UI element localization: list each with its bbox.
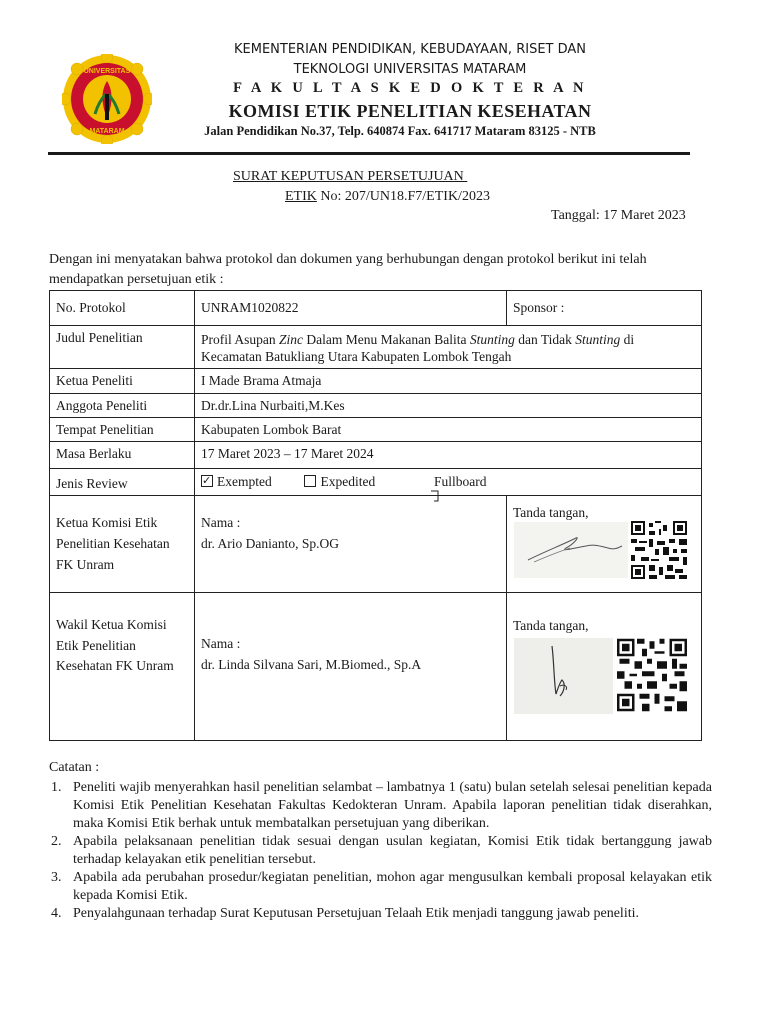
expedited-checkbox[interactable] [304,475,316,487]
chair-qr-code [631,521,687,579]
vice-qr-code [617,638,687,712]
protocol-label: No. Protokol [50,291,195,326]
chair-sign-label: Tanda tangan, [513,505,589,520]
faculty-name: F A K U L T A S K E D O K T E R A N [233,80,587,96]
title-stunting-2: Stunting [575,332,621,347]
vice-name: dr. Linda Silvana Sari, M.Biomed., Sp.A [201,657,422,672]
vice-sign-label: Tanda tangan, [513,618,589,633]
title-text-1: Profil Asupan [201,332,280,347]
review-options [195,469,702,496]
title-label: Judul Penelitian [50,326,195,369]
lead-label: Ketua Peneliti [50,369,195,394]
notes-section [49,759,712,923]
list-item [49,905,712,923]
exempted-checkbox[interactable] [201,475,213,487]
table-row [50,418,702,442]
note-text: Penyalahgunaan terhadap Surat Keputusan Persetujuan Telaah Etik menjadi tanggung jawab peneliti. [73,906,639,921]
title-zinc: Zinc [279,332,304,347]
table-row [50,442,702,469]
fullboard-label: Fullboard [433,474,487,489]
chair-signature-image [514,522,628,578]
letter-number [285,189,490,205]
place-value: Kabupaten Lombok Barat [195,418,702,442]
validity-value: 17 Maret 2023 – 17 Maret 2024 [195,442,702,469]
list-item [49,869,712,905]
validity-label: Masa Berlaku [50,442,195,469]
exempted-label: Exempted [217,474,272,489]
expedited-label: Expedited [320,474,376,489]
note-text: Apabila pelaksanaan penelitian tidak sesuai dengan usulan kegiatan, Komisi Etik tidak bertanggung jawab terhadap kelayakan etik penelitian tersebut. [73,834,712,867]
letter-number-text: No: 207/UN18.F7/ETIK/2023 [316,189,490,204]
table-row [50,394,702,418]
table-row [50,326,702,369]
lead-value: I Made Brama Atmaja [195,369,702,394]
sponsor-label: Sponsor : [507,291,702,326]
title-value [195,326,702,369]
vice-name-cell [195,593,507,741]
header-divider [48,152,690,155]
ministry-line-1: KEMENTERIAN PENDIDIKAN, KEBUDAYAAN, RISET DAN [233,42,587,57]
note-number: 4. [51,906,62,921]
committee-name: KOMISI ETIK PENELITIAN KESEHATAN [228,101,592,121]
logo-text-bottom: MATARAM [89,128,125,135]
table-row [50,469,702,496]
protocol-value: UNRAM1020822 [195,291,507,326]
address-line: Jalan Pendidikan No.37, Telp. 640874 Fax. 641717 Mataram 83125 - NTB [204,124,596,138]
notes-heading: Catatan : [49,760,100,775]
title-stunting-1: Stunting [469,332,515,347]
note-number: 2. [51,834,62,849]
table-row [50,369,702,394]
chair-name-label: Nama : [201,515,241,530]
logo-text-top: UNIVERSITAS [83,68,131,75]
university-logo [62,54,152,144]
chair-label: Ketua Komisi Etik Penelitian Kesehatan FK Unram [50,496,195,593]
notes-list [49,779,712,923]
list-item [49,833,712,869]
note-text: Peneliti wajib menyerahkan hasil penelitian selambat – lambatnya 1 (satu) bulan setelah selesai penelitian kepada Komisi Etik Penelitian Kesehatan Fakultas Kedokteran Unram. Apabila laporan penelitian tidak diserahkan, maka Komisi Etik berhak untuk membatalkan persetujuan yang diberikan. [73,780,712,831]
note-number: 3. [51,870,62,885]
vice-signature-image [514,638,613,714]
chair-name-cell [195,496,507,593]
vice-label: Wakil Ketua Komisi Etik Penelitian Kesehatan FK Unram [50,593,195,741]
letter-title: SURAT KEPUTUSAN PERSETUJUAN [233,169,468,184]
note-number: 1. [51,780,62,795]
vice-name-label: Nama : [201,636,241,651]
list-item [49,779,712,833]
letter-date: Tanggal: 17 Maret 2023 [551,208,686,223]
title-text-4: di Kecamatan Batukliang Utara Kabupaten Lombok Tengah [201,332,635,364]
title-text-3: dan Tidak [514,332,576,347]
member-value: Dr.dr.Lina Nurbaiti,M.Kes [195,394,702,418]
letter-title-etik: ETIK [285,189,317,204]
corner-mark [430,490,440,502]
intro-paragraph: Dengan ini menyatakan bahwa protokol dan dokumen yang berhubungan dengan protokol berikut ini telah mendapatkan persetujuan etik : [49,252,647,287]
note-text: Apabila ada perubahan prosedur/kegiatan penelitian, mohon agar mengusulkan kembali proposal kelayakan etik kepada Komisi Etik. [73,870,712,903]
table-row [50,291,702,326]
member-label: Anggota Peneliti [50,394,195,418]
title-text-2: Dalam Menu Makanan Balita [303,332,470,347]
ministry-line-2: TEKNOLOGI UNIVERSITAS MATARAM [293,62,527,77]
review-label: Jenis Review [50,469,195,496]
chair-name: dr. Ario Danianto, Sp.OG [201,536,339,551]
place-label: Tempat Penelitian [50,418,195,442]
